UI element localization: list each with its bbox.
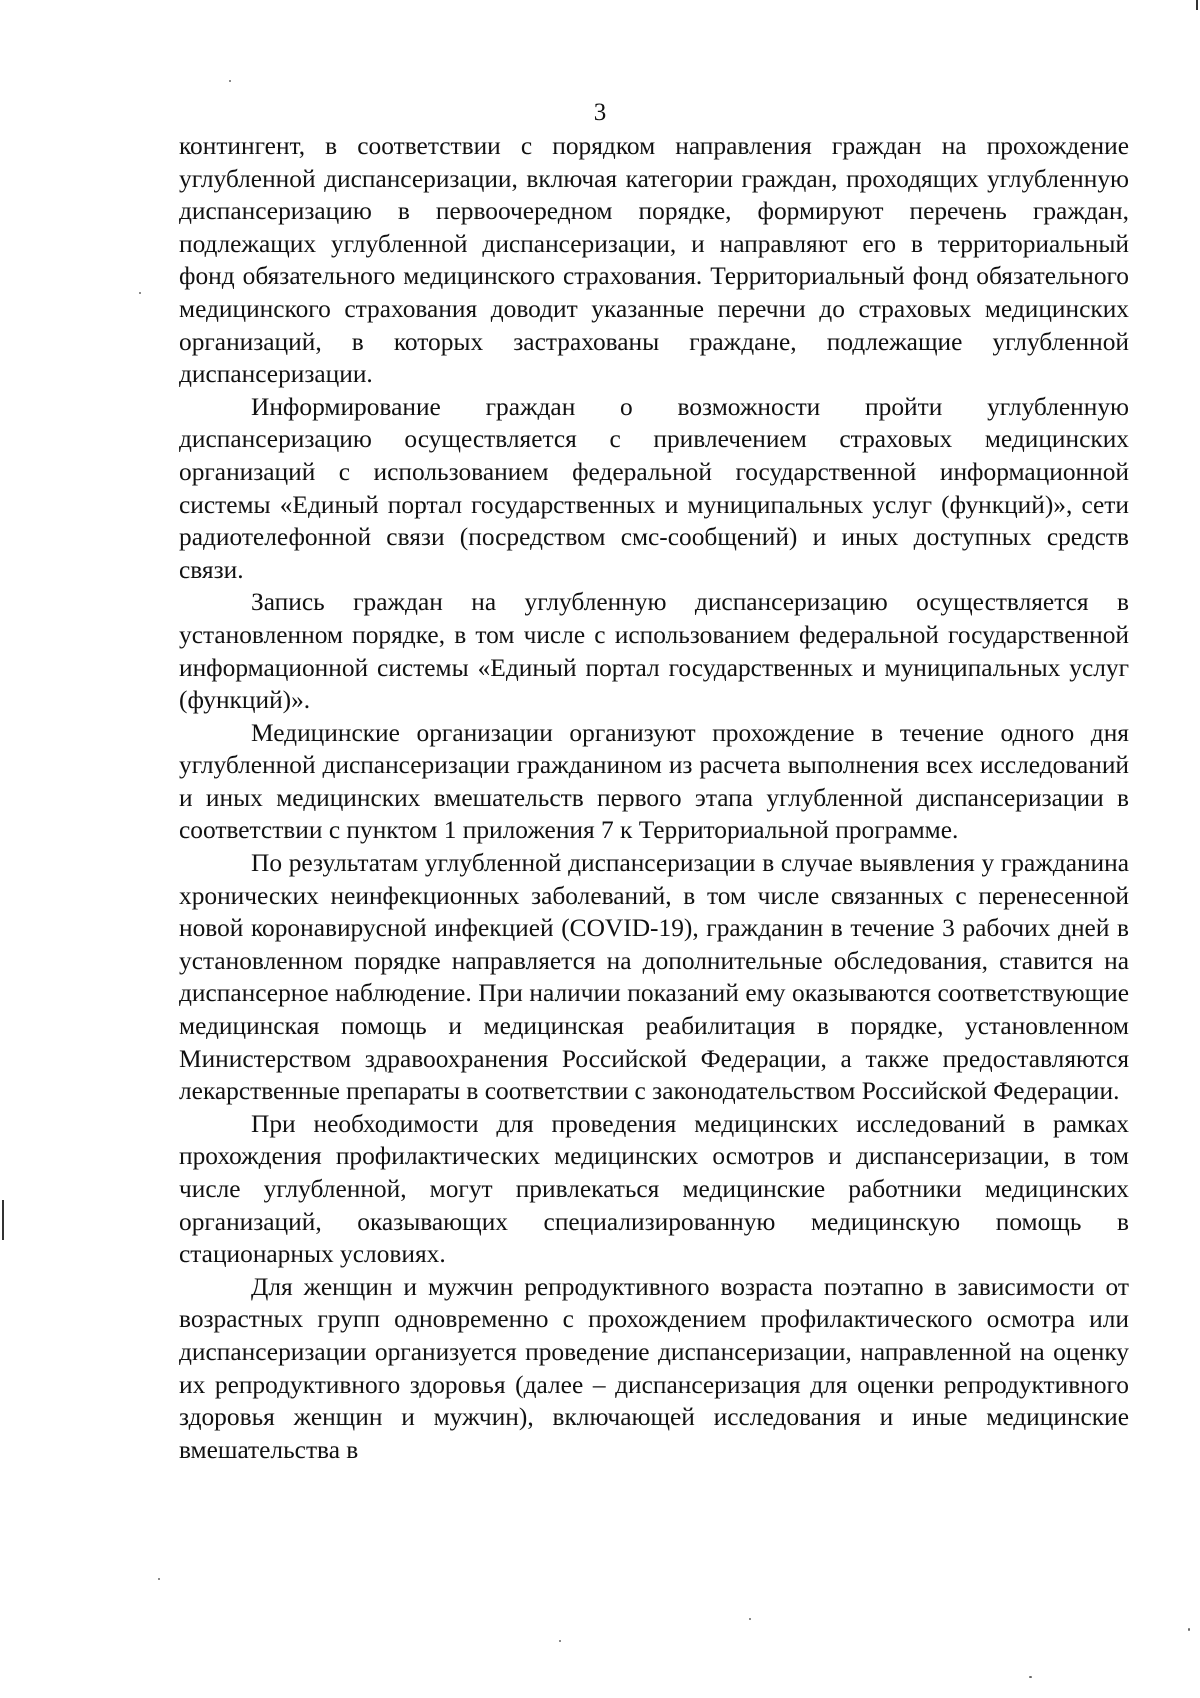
scan-edge-mark — [1196, 0, 1198, 10]
paragraph-reproductive-health: Для женщин и мужчин репродуктивного возраста поэтапно в зависимости от возрастных групп одновременно с прохождением профилактического осмотра или диспансеризации организуется проведение диспансеризации, направленной на оценку их репродуктивного здоровья (далее – диспансеризация для оценки репродуктивного здоровья женщин и мужчин), включающей исследования и иные медицинские вмешательства в — [179, 1272, 1129, 1464]
paragraph-registration: Запись граждан на углубленную диспансеризацию осуществляется в установленном порядке, в том числе с использованием федеральной государственной информационной системы «Единый портал государственных и муниципальных услуг (функций)». — [179, 588, 1129, 715]
scan-speck — [749, 1618, 751, 1620]
scan-speck — [158, 1578, 160, 1580]
scan-speck — [139, 292, 141, 294]
scan-edge-mark — [2, 1200, 4, 1240]
scan-speck — [559, 1640, 561, 1642]
paragraph-specialists: При необходимости для проведения медицинских исследований в рамках прохождения профилактических медицинских осмотров и диспансеризации, в том числе углубленной, могут привлекаться медицинские работники медицинских организаций, оказывающих специализированную медицинскую помощь в стационарных условиях. — [179, 1109, 1129, 1269]
paragraph-informing: Информирование граждан о возможности пройти углубленную диспансеризацию осуществляется с привлечением страховых медицинских организаций с использованием федеральной государственной информационной системы «Единый портал государственных и муниципальных услуг (функций)», сети радиотелефонной связи (посредством смс-сообщений) и иных доступных средств связи. — [179, 392, 1129, 584]
document-body — [179, 130, 1129, 1466]
scan-speck — [1188, 1628, 1190, 1631]
scan-speck — [229, 80, 231, 82]
paragraph-continuation: контингент, в соответствии с порядком направления граждан на прохождение углубленной диспансеризации, включая категории граждан, проходящих углубленную диспансеризацию в первоочередном порядке, формируют перечень граждан, подлежащих углубленной диспансеризации, и направляют его в территориальный фонд обязательного медицинского страхования. Территориальный фонд обязательного медицинского страхования доводит указанные перечни до страховых медицинских организаций, в которых застрахованы граждане, подлежащие углубленной диспансеризации. — [179, 132, 1129, 389]
scan-speck — [1029, 1676, 1032, 1678]
paragraph-results: По результатам углубленной диспансеризации в случае выявления у гражданина хронических неинфекционных заболеваний, в том числе связанных с перенесенной новой коронавирусной инфекцией (COVID-19), гражданин в течение 3 рабочих дней в установленном порядке направляется на дополнительные обследования, ставится на диспансерное наблюдение. При наличии показаний ему оказываются соответствующие медицинская помощь и медицинская реабилитация в порядке, установленном Министерством здравоохранения Российской Федерации, а также предоставляются лекарственные препараты в соответствии с законодательством Российской Федерации. — [179, 849, 1129, 1106]
paragraph-one-day-exam: Медицинские организации организуют прохождение в течение одного дня углубленной диспансеризации гражданином из расчета выполнения всех исследований и иных медицинских вмешательств первого этапа углубленной диспансеризации в соответствии с пунктом 1 приложения 7 к Территориальной программе. — [179, 718, 1129, 845]
page-number: 3 — [593, 99, 607, 126]
